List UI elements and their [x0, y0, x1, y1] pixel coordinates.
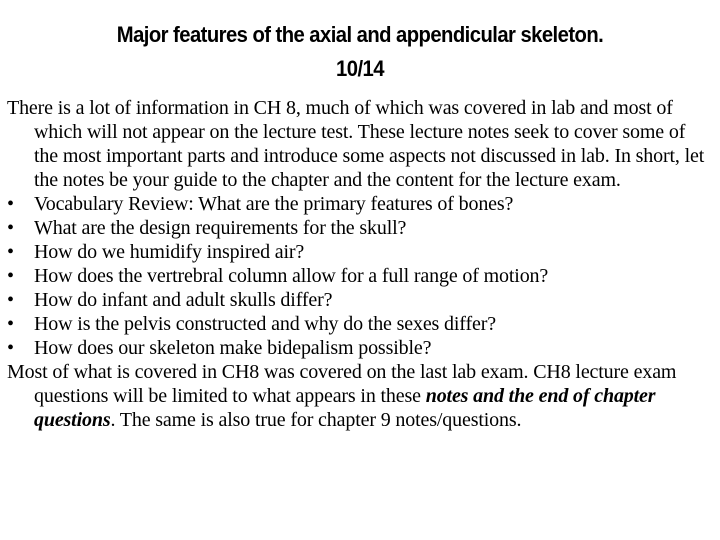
question-list — [7, 192, 713, 360]
bullet-icon: • — [7, 313, 14, 335]
question-text: Vocabulary Review: What are the primary features of bones? — [34, 193, 514, 215]
question-item — [7, 192, 713, 216]
slide-title — [66, 18, 655, 86]
question-item — [7, 216, 713, 240]
bullet-icon: • — [7, 289, 14, 311]
question-item — [7, 288, 713, 312]
closing-text-end: . The same is also true for chapter 9 notes/questions. — [110, 409, 522, 431]
slide-title-line-2: 10/14 — [336, 56, 384, 81]
bullet-icon: • — [7, 217, 14, 239]
intro-paragraph: There is a lot of information in CH 8, much of which was covered in lab and most of which will not appear on the lecture test. These lecture notes seek to cover some of the most important parts and introduce some aspects not discussed in lab. In short, let the notes be your guide to the chapter and the content for the lecture exam. — [7, 97, 705, 191]
bullet-icon: • — [7, 265, 14, 287]
question-text: What are the design requirements for the skull? — [34, 217, 407, 239]
question-text: How does the vertrebral column allow for a full range of motion? — [34, 265, 549, 287]
slide-title-line-1: Major features of the axial and appendicular skeleton. — [116, 22, 604, 47]
bullet-icon: • — [7, 337, 14, 359]
question-item — [7, 264, 713, 288]
closing-paragraph — [7, 360, 713, 432]
bullet-icon: • — [7, 193, 14, 215]
bullet-icon: • — [7, 241, 14, 263]
question-item — [7, 336, 713, 360]
slide-body — [7, 96, 713, 432]
question-text: How does our skeleton make bidepalism possible? — [34, 337, 432, 359]
question-text: How do infant and adult skulls differ? — [34, 289, 333, 311]
question-text: How is the pelvis constructed and why do the sexes differ? — [34, 313, 496, 335]
question-item — [7, 312, 713, 336]
closing-emphasis: notes and the end of chapter questions — [34, 385, 656, 431]
question-text: How do we humidify inspired air? — [34, 241, 305, 263]
closing-text-start: Most of what is covered in CH8 was covered on the last lab exam. CH8 lecture exam questions will be limited to what appears in these — [7, 361, 677, 407]
question-item — [7, 240, 713, 264]
